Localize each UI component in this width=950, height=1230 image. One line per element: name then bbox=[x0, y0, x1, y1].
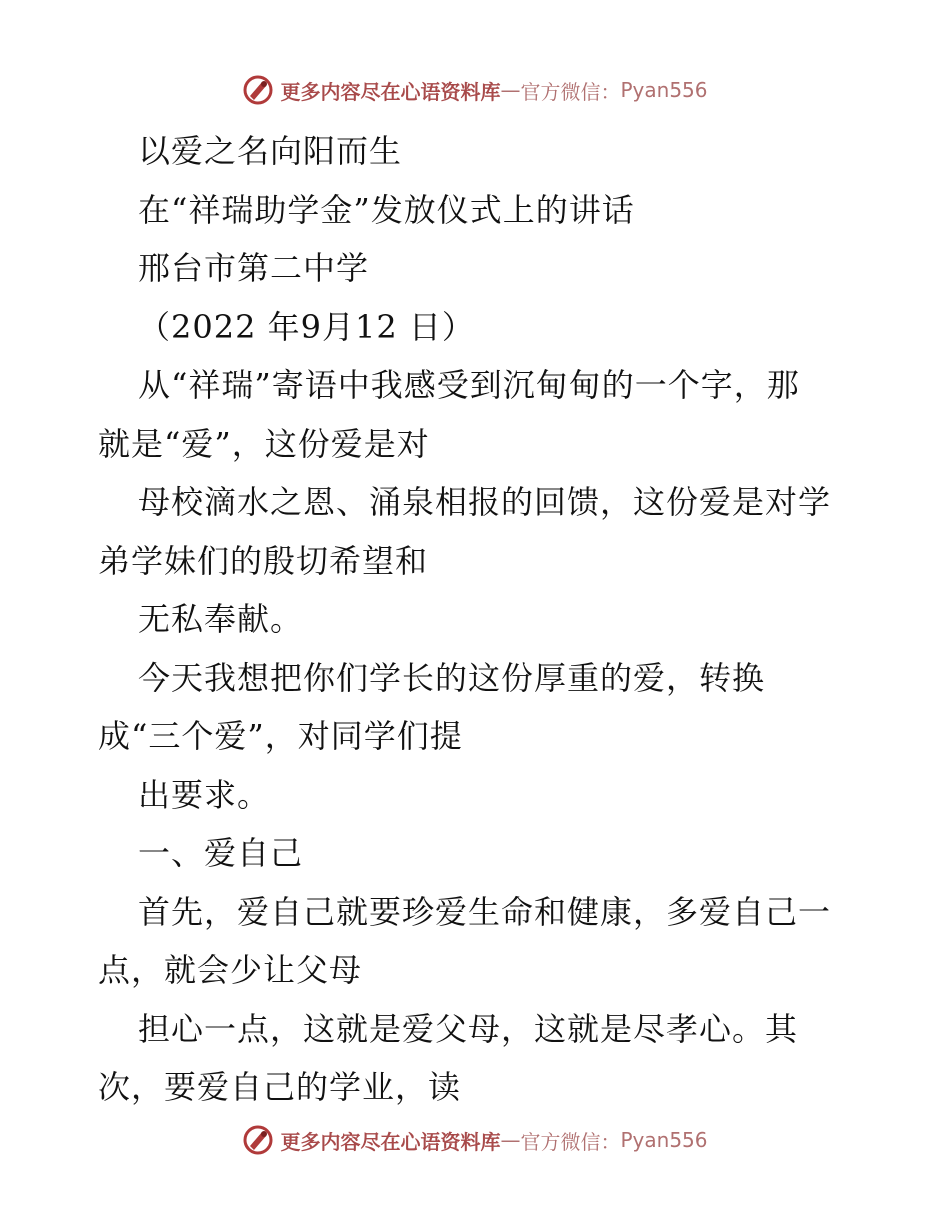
text-line: 出要求。 bbox=[138, 775, 271, 814]
text-line: 首先，爱自己就要珍爱生命和健康，多爱自己一 bbox=[138, 892, 832, 931]
logo-icon bbox=[242, 1124, 274, 1156]
text-line: 点，就会少让父母 bbox=[98, 951, 363, 989]
text-line: 从“祥瑞”寄语中我感受到沉甸甸的一个字，那 bbox=[138, 366, 800, 404]
banner-wechat-id: Pyan556 bbox=[620, 1128, 708, 1152]
text-line: 就是“爱”，这份爱是对 bbox=[98, 424, 430, 463]
banner-dash: — bbox=[500, 1128, 521, 1152]
banner-wechat-id: Pyan556 bbox=[620, 78, 708, 102]
header-banner bbox=[0, 70, 950, 110]
text-line: 邢台市第二中学 bbox=[138, 249, 370, 287]
footer-banner bbox=[0, 1120, 950, 1160]
text-line: 成“三个爱”，对同学们提 bbox=[98, 717, 463, 755]
text-line: 弟学妹们的殷切希望和 bbox=[98, 541, 429, 580]
banner-official-text: 官方微信： bbox=[520, 79, 621, 104]
text-line: 一、爱自己 bbox=[138, 834, 304, 872]
text-line: 次，要爱自己的学业，读 bbox=[98, 1068, 462, 1106]
text-line: 无私奉献。 bbox=[138, 600, 304, 638]
banner-brand-text: 更多内容尽在心语资料库 bbox=[280, 79, 501, 104]
banner-official-text: 官方微信： bbox=[520, 1129, 621, 1154]
document-body bbox=[98, 122, 858, 1117]
text-line: 母校滴水之恩、涌泉相报的回馈，这份爱是对学 bbox=[138, 483, 832, 521]
text-line: 以爱之名向阳而生 bbox=[138, 132, 403, 170]
text-line: （2022 年9月12 日） bbox=[138, 307, 475, 346]
text-line: 在“祥瑞助学金”发放仪式上的讲话 bbox=[138, 190, 635, 229]
text-line: 今天我想把你们学长的这份厚重的爱，转换 bbox=[138, 658, 766, 697]
banner-brand-text: 更多内容尽在心语资料库 bbox=[280, 1129, 501, 1154]
banner-dash: — bbox=[500, 78, 521, 102]
text-line: 担心一点，这就是爱父母，这就是尽孝心。其 bbox=[138, 1009, 799, 1048]
logo-icon bbox=[242, 74, 274, 106]
